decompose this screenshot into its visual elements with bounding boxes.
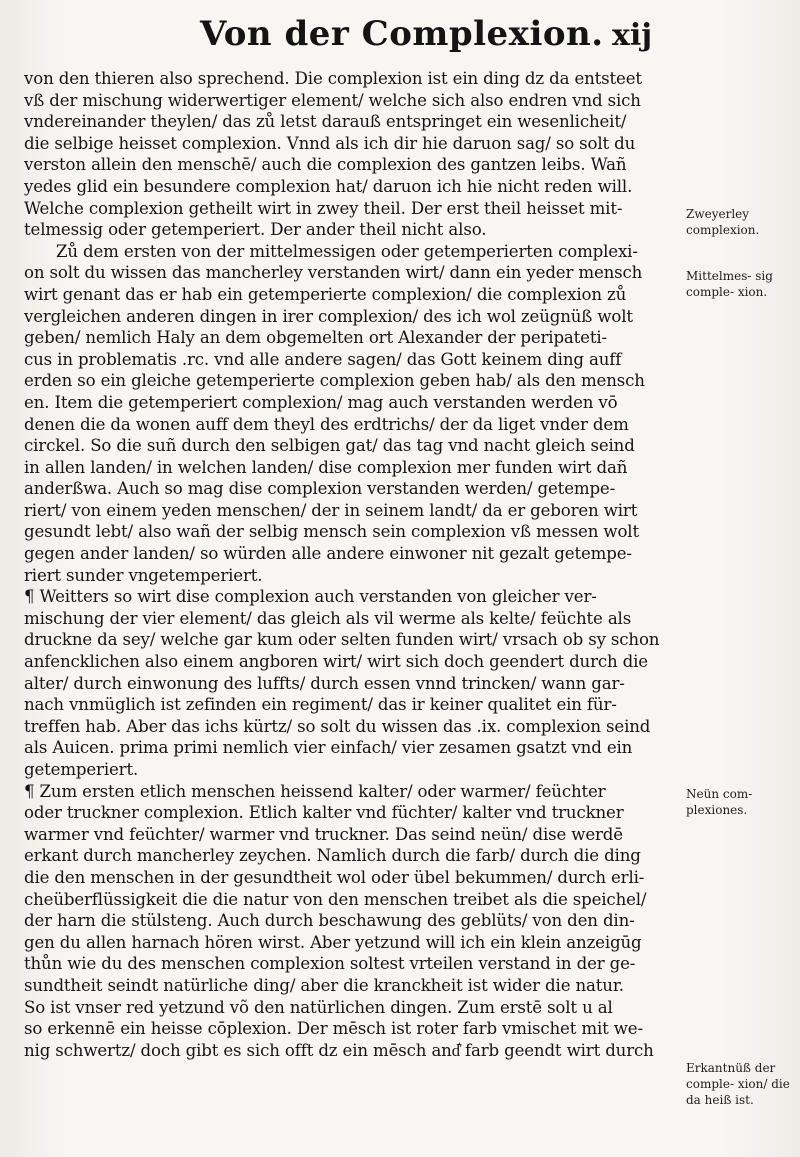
text-line: in allen landen/ in welchen landen/ dise complexion mer funden wirt dañ	[24, 457, 628, 477]
text-line: treffen hab. Aber das ichs kürtz/ so solt du wissen das .ix. complexion seind	[24, 716, 651, 736]
text-line: en. Item die getemperiert complexion/ mag auch verstanden werden vō	[24, 392, 618, 412]
text-line: alter/ durch einwonung des luffts/ durch essen vnnd trincken/ wann gar-	[24, 673, 625, 693]
text-line: vß der mischung widerwertiger element/ welche sich also endren vnd sich	[24, 90, 641, 110]
text-line: riert/ von einem yeden menschen/ der in seinem landt/ da er geboren wirt	[24, 500, 638, 520]
text-line: sundtheit seindt natürliche ding/ aber die kranckheit ist wider die natur.	[24, 975, 624, 995]
margin-note: Mittelmes- sig comple- xion.	[686, 269, 773, 299]
text-line: geben/ nemlich Haly an dem obgemelten ort Alexander der peripateti-	[24, 328, 607, 348]
text-line: die den menschen in der gesundtheit wol oder übel bekummen/ durch erli-	[24, 867, 645, 887]
page-header	[0, 12, 800, 64]
running-title: Von der Complexion.	[200, 14, 604, 54]
margin-note: Erkantnüß der comple- xion/ die da heiß ist.	[686, 1061, 790, 1107]
text-line: So ist vnser red yetzund võ den natürlichen dingen. Zum erstē solt u al	[24, 997, 613, 1017]
text-line: vergleichen anderen dingen in irer complexion/ des ich wol zeügnüß wolt	[24, 306, 633, 326]
text-line: verston allein den menschē/ auch die complexion des gantzen leibs. Wañ	[24, 155, 627, 175]
margin-note: Zweyerley complexion.	[686, 207, 760, 237]
text-line: druckne da sey/ welche gar kum oder selten funden wirt/ vrsach ob sy schon	[24, 630, 660, 650]
text-line: von den thieren also sprechend. Die complexion ist ein ding dz da entsteet	[24, 69, 642, 88]
text-line: Zů dem ersten von der mittelmessigen oder getemperierten complexi-	[56, 241, 638, 261]
text-line: yedes glid ein besundere complexion hat/ daruon ich hie nicht reden will.	[24, 176, 633, 196]
text-line: als Auicen. prima primi nemlich vier einfach/ vier zesamen gsatzt vnd ein	[24, 738, 633, 758]
text-line: riert sunder vngetemperiert.	[24, 565, 263, 585]
text-line: die selbige heisset complexion. Vnnd als ich dir hie daruon sag/ so solt du	[24, 133, 636, 153]
text-line: circkel. So die suñ durch den selbigen gat/ das tag vnd nacht gleich seind	[24, 436, 635, 456]
text-line: gegen ander landen/ so würden alle andere einwoner nit gezalt getempe-	[24, 544, 632, 564]
text-line: nig schwertz/ doch gibt es sich offt dz ein mēsch and͛ farb geendt wirt durch	[24, 1040, 654, 1060]
text-line: gesundt lebt/ also wañ der selbig mensch sein complexion vß messen wolt	[24, 522, 639, 542]
margin-note: Neün com- plexiones.	[686, 787, 753, 817]
text-line: on solt du wissen das mancherley verstanden wirt/ dann ein yeder mensch	[24, 263, 643, 283]
folio-number: xij	[612, 18, 653, 53]
text-line: Welche complexion getheilt wirt in zwey theil. Der erst theil heisset mit-	[24, 198, 623, 218]
text-line: oder truckner complexion. Etlich kalter vnd füchter/ kalter vnd truckner	[24, 803, 624, 823]
text-line: vndereinander theylen/ das zů letst darauß entspringet ein wesenlicheit/	[24, 112, 627, 132]
text-line: denen die da wonen auff dem theyl des erdtrichs/ der da liget vnder dem	[24, 414, 629, 434]
text-line: warmer vnd feüchter/ warmer vnd truckner. Das seind neün/ dise werdē	[24, 824, 623, 844]
text-line: wirt genant das er hab ein getemperierte complexion/ die complexion zů	[24, 284, 627, 304]
text-line: mischung der vier element/ das gleich als vil werme als kelte/ feüchte als	[24, 608, 632, 628]
text-line: cus in problematis .rc. vnd alle andere sagen/ das Gott keinem ding auff	[24, 349, 622, 369]
text-line: ¶ Zum ersten etlich menschen heissend kalter/ oder warmer/ feüchter	[24, 781, 606, 801]
text-line: thůn wie du des menschen complexion soltest vrteilen verstand in der ge-	[24, 954, 636, 974]
text-line: ¶ Weitters so wirt dise complexion auch verstanden von gleicher ver-	[24, 587, 597, 607]
text-line: nach vnmüglich ist zefinden ein regiment/ das ir keiner qualitet ein für-	[24, 695, 617, 715]
main-text-block	[24, 68, 684, 1061]
text-line: telmessig oder getemperiert. Der ander theil nicht also.	[24, 220, 487, 240]
text-line: erden so ein gleiche getemperierte complexion geben hab/ als den mensch	[24, 371, 645, 391]
text-line: der harn die stülsteng. Auch durch beschawung des geblüts/ von den din-	[24, 911, 635, 931]
text-line: anfencklichen also einem angboren wirt/ wirt sich doch geendert durch die	[24, 652, 648, 672]
text-line: so erkennē ein heisse cōplexion. Der mēsch ist roter farb vmischet mit we-	[24, 1019, 643, 1039]
text-line: gen du allen harnach hören wirst. Aber yetzund will ich ein klein anzeigūg	[24, 932, 642, 952]
text-line: getemperiert.	[24, 760, 139, 779]
text-line: anderßwa. Auch so mag dise complexion verstanden werden/ getempe-	[24, 479, 616, 499]
text-line: erkant durch mancherley zeychen. Namlich durch die farb/ durch die ding	[24, 846, 641, 866]
text-line: cheüberflüssigkeit die die natur von den menschen treibet als die speichel/	[24, 889, 647, 909]
